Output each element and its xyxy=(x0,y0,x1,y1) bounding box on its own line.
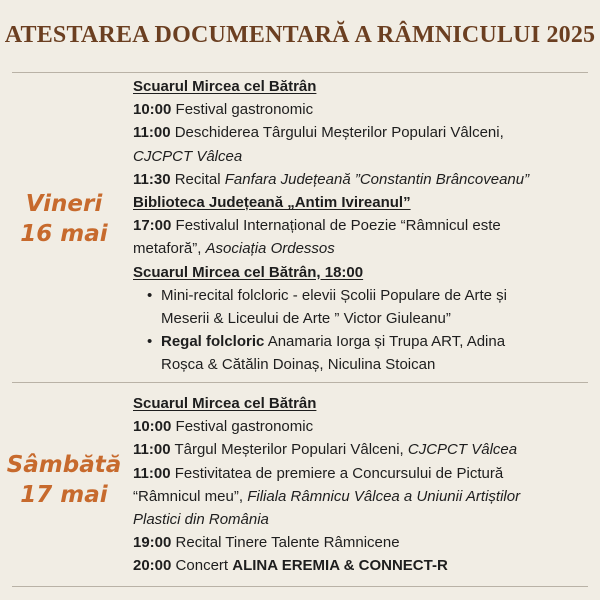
event-row xyxy=(133,415,593,438)
divider-bottom xyxy=(12,586,588,587)
event-time: 11:00 xyxy=(133,464,171,482)
event-row xyxy=(133,438,593,461)
day-date: 16 mai xyxy=(20,221,108,247)
divider-top xyxy=(12,72,588,73)
event-row xyxy=(133,531,593,554)
event-text: Târgul Meșterilor Populari Vâlceni, xyxy=(174,441,404,459)
event-row xyxy=(133,168,593,191)
event-row xyxy=(133,462,593,485)
event-organizer: Plastici din România xyxy=(133,511,269,529)
event-row-continued xyxy=(133,485,593,508)
event-organizer: Fanfara Județeană ”Constantin Brâncoveanu” xyxy=(224,170,530,188)
list-item xyxy=(161,330,593,376)
event-time: 17:00 xyxy=(133,217,172,235)
event-text: Concert xyxy=(175,557,229,575)
list-item-text: Roșca & Cătălin Doinaș, Niculina Stoican xyxy=(161,356,436,374)
event-row-continued xyxy=(133,237,593,260)
list-item-bold: Regal folcloric xyxy=(161,333,265,351)
event-organizer: CJCPCT Vâlcea xyxy=(407,441,518,459)
venue-heading: Biblioteca Județeană „Antim Ivireanul” xyxy=(133,194,411,212)
event-text: Deschiderea Târgului Meșterilor Populari Vâlceni, xyxy=(174,124,504,142)
venue-heading: Scuarul Mircea cel Bătrân, 18:00 xyxy=(133,263,364,281)
list-item-text: • Mini-recital folcloric - elevii Școlii Populare de Arte și xyxy=(161,286,507,304)
event-time: 11:00 xyxy=(133,124,171,142)
event-text: Recital Tinere Talente Râmnicene xyxy=(175,534,400,552)
venue-heading: Scuarul Mircea cel Bătrân xyxy=(133,395,317,412)
event-time: 11:00 xyxy=(133,441,171,459)
event-time: 10:00 xyxy=(133,418,172,436)
venue-heading: Scuarul Mircea cel Bătrân xyxy=(133,78,317,95)
day-date: 17 mai xyxy=(20,482,108,508)
saturday-schedule xyxy=(133,392,593,578)
event-row xyxy=(133,121,593,144)
list-item-text: Anamaria Iorga și Trupa ART, Adina xyxy=(267,333,506,351)
event-text: Festival gastronomic xyxy=(175,101,314,119)
friday-schedule xyxy=(133,75,593,377)
list-item-text: Meserii & Liceului de Arte ” Victor Giuleanu” xyxy=(161,310,451,328)
event-row xyxy=(133,98,593,121)
day-label-friday xyxy=(0,189,128,249)
day-label-saturday xyxy=(0,450,128,510)
page-title: ATESTAREA DOCUMENTARĂ A RÂMNICULUI 2025 xyxy=(4,22,596,48)
event-text: Festival gastronomic xyxy=(175,418,314,436)
divider-middle xyxy=(12,382,588,383)
event-text: Festivalul Internațional de Poezie “Râmnicul este xyxy=(175,217,501,235)
list-item xyxy=(161,284,593,330)
event-text: “Râmnicul meu”, xyxy=(133,487,244,505)
event-time: 11:30 xyxy=(133,170,171,188)
event-text: Festivitatea de premiere a Concursului de Pictură xyxy=(174,464,504,482)
day-name: Sâmbătă xyxy=(6,452,122,478)
event-organizer: Asociația Ordessos xyxy=(205,240,335,258)
event-headliner: ALINA EREMIA & CONNECT-R xyxy=(232,557,448,575)
event-row xyxy=(133,554,593,577)
event-text: Recital xyxy=(174,170,221,188)
day-name: Vineri xyxy=(25,191,103,217)
event-organizer: CJCPCT Vâlcea xyxy=(133,147,243,165)
event-text: metaforă”, xyxy=(133,240,202,258)
performance-list xyxy=(133,284,593,377)
event-organizer: Filiala Râmnicu Vâlcea a Uniunii Artiștilor xyxy=(247,487,521,505)
event-time: 10:00 xyxy=(133,101,172,119)
event-time: 20:00 xyxy=(133,557,172,575)
event-time: 19:00 xyxy=(133,534,172,552)
event-row xyxy=(133,214,593,237)
